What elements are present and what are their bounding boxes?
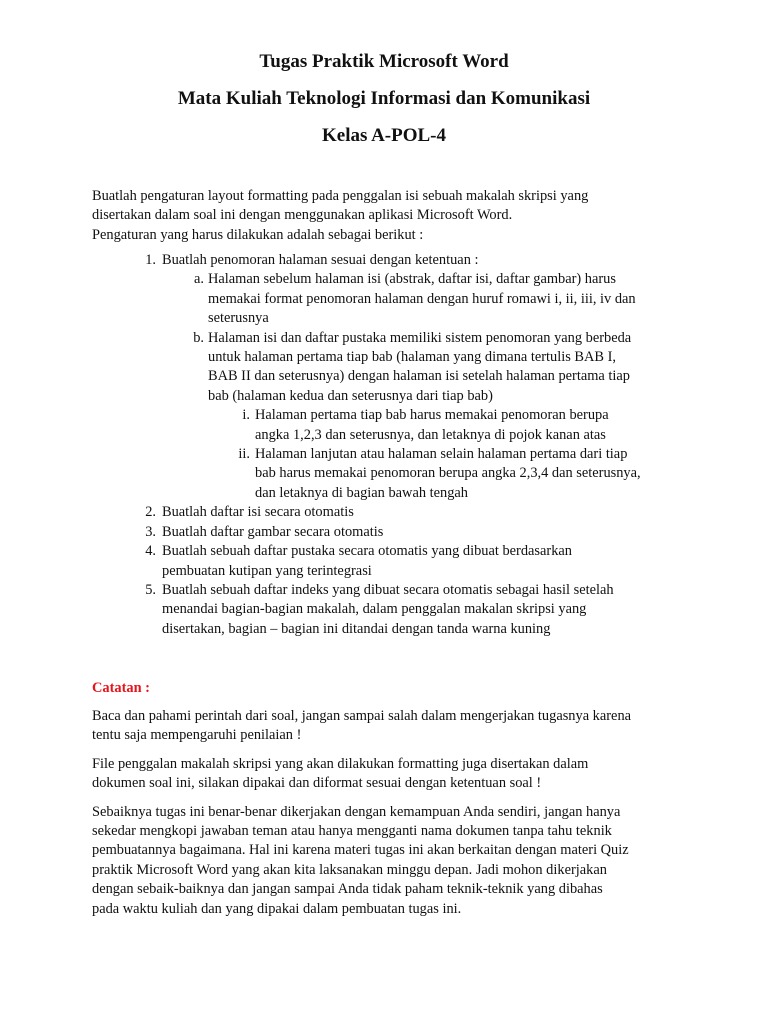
intro-line: Pengaturan yang harus dilakukan adalah sebagai berikut :: [92, 226, 424, 243]
subtask-line: untuk halaman pertama tiap bab (halaman yang dimana tertulis BAB I,: [208, 349, 617, 366]
note-line: praktik Microsoft Word yang akan kita laksanakan minggu depan. Jadi mohon dikerjakan: [92, 861, 607, 878]
task-item-1: [92, 251, 692, 270]
task-text: Buatlah daftar isi secara otomatis: [162, 504, 354, 521]
subtask-line: Halaman sebelum halaman isi (abstrak, daftar isi, daftar gambar) harus: [208, 271, 616, 288]
course-title: Mata Kuliah Teknologi Informasi dan Komunikasi: [177, 88, 591, 109]
roman-numeral: i.: [242, 407, 250, 424]
note-line: Sebaiknya tugas ini benar-benar dikerjakan dengan kemampuan Anda sendiri, jangan hanya: [92, 803, 621, 820]
subtask-line: BAB II dan seterusnya) dengan halaman isi setelah halaman pertama tiap: [208, 368, 630, 385]
subtask-line: bab (halaman kedua dan seterusnya dari tiap bab): [208, 387, 493, 404]
subsubtask-line: bab harus memakai penomoran berupa angka 2,3,4 dan seterusnya,: [255, 465, 641, 482]
intro-paragraph: [92, 187, 692, 245]
note-line: tentu saja mempengaruhi penilaian !: [92, 727, 302, 744]
task-item-5: [92, 581, 692, 639]
task-line: disertakan, bagian – bagian ini ditandai dengan tanda warna kuning: [162, 620, 551, 637]
roman-numeral: ii.: [238, 446, 250, 463]
subsubtask-item-i: [92, 406, 692, 445]
subsubtask-line: angka 1,2,3 dan seterusnya, dan letaknya di pojok kanan atas: [255, 426, 606, 443]
task-number: 2.: [145, 504, 156, 521]
task-number: 5.: [145, 581, 156, 598]
subtask-line: Halaman isi dan daftar pustaka memiliki sistem penomoran yang berbeda: [208, 329, 632, 346]
note-line: Baca dan pahami perintah dari soal, jangan sampai salah dalam mengerjakan tugasnya karena: [92, 708, 632, 724]
subtask-letter: b.: [193, 329, 204, 346]
intro-line: disertakan dalam soal ini dengan menggunakan aplikasi Microsoft Word.: [92, 207, 513, 224]
task-line: Buatlah sebuah daftar pustaka secara otomatis yang dibuat berdasarkan: [162, 543, 572, 560]
document-title: Tugas Praktik Microsoft Word: [259, 51, 509, 72]
subtask-letter: a.: [194, 271, 204, 288]
task-item-4: [92, 542, 692, 581]
notes-heading: Catatan :: [92, 680, 150, 696]
class-label: Kelas A-POL-4: [321, 125, 447, 146]
intro-line: Buatlah pengaturan layout formatting pada penggalan isi sebuah makalah skripsi yang: [92, 188, 589, 204]
subtask-line: memakai format penomoran halaman dengan huruf romawi i, ii, iii, iv dan: [208, 290, 636, 307]
note-line: dokumen soal ini, silakan dipakai dan diformat sesuai dengan ketentuan soal !: [92, 775, 542, 792]
note-line: sekedar mengkopi jawaban teman atau hanya mengganti nama dokumen tanpa tahu teknik: [92, 823, 612, 840]
task-item-3: [92, 523, 692, 542]
task-text: Buatlah penomoran halaman sesuai dengan ketentuan :: [162, 252, 479, 268]
subsubtask-item-ii: [92, 445, 692, 503]
document-header: [0, 49, 768, 149]
note-line: pembuatannya bagaimana. Hal ini karena materi tugas ini akan berkaitan dengan materi Quiz: [92, 842, 629, 859]
subtask-item-b: [92, 329, 692, 407]
note-line: pada waktu kuliah dan yang dipakai dalam pembuatan tugas ini.: [92, 900, 462, 917]
note-paragraph-1: [92, 707, 692, 746]
subsubtask-line: Halaman lanjutan atau halaman selain halaman pertama dari tiap: [255, 446, 628, 463]
task-line: menandai bagian-bagian makalah, dalam penggalan makalan skripsi yang: [162, 601, 587, 618]
note-paragraph-3: [92, 803, 692, 919]
subsubtask-line: dan letaknya di bagian bawah tengah: [255, 484, 468, 501]
subsubtask-line: Halaman pertama tiap bab harus memakai penomoran berupa: [255, 407, 609, 424]
task-item-2: [92, 503, 692, 522]
note-line: dengan sebaik-baiknya dan jangan sampai Anda tidak paham teknik-teknik yang dibahas: [92, 881, 603, 898]
task-line: pembuatan kutipan yang terintegrasi: [162, 562, 372, 579]
note-paragraph-2: [92, 755, 692, 794]
task-list: [92, 251, 692, 639]
subtask-item-a: [92, 270, 692, 328]
subtask-line: seterusnya: [208, 310, 269, 327]
task-line: Buatlah sebuah daftar indeks yang dibuat secara otomatis sebagai hasil setelah: [162, 581, 614, 598]
task-number: 4.: [145, 543, 156, 560]
task-text: Buatlah daftar gambar secara otomatis: [162, 523, 384, 540]
task-number: 3.: [145, 523, 156, 540]
task-number: 1.: [145, 252, 156, 268]
notes-section: [92, 707, 692, 928]
note-line: File penggalan makalah skripsi yang akan dilakukan formatting juga disertakan dalam: [92, 755, 589, 772]
